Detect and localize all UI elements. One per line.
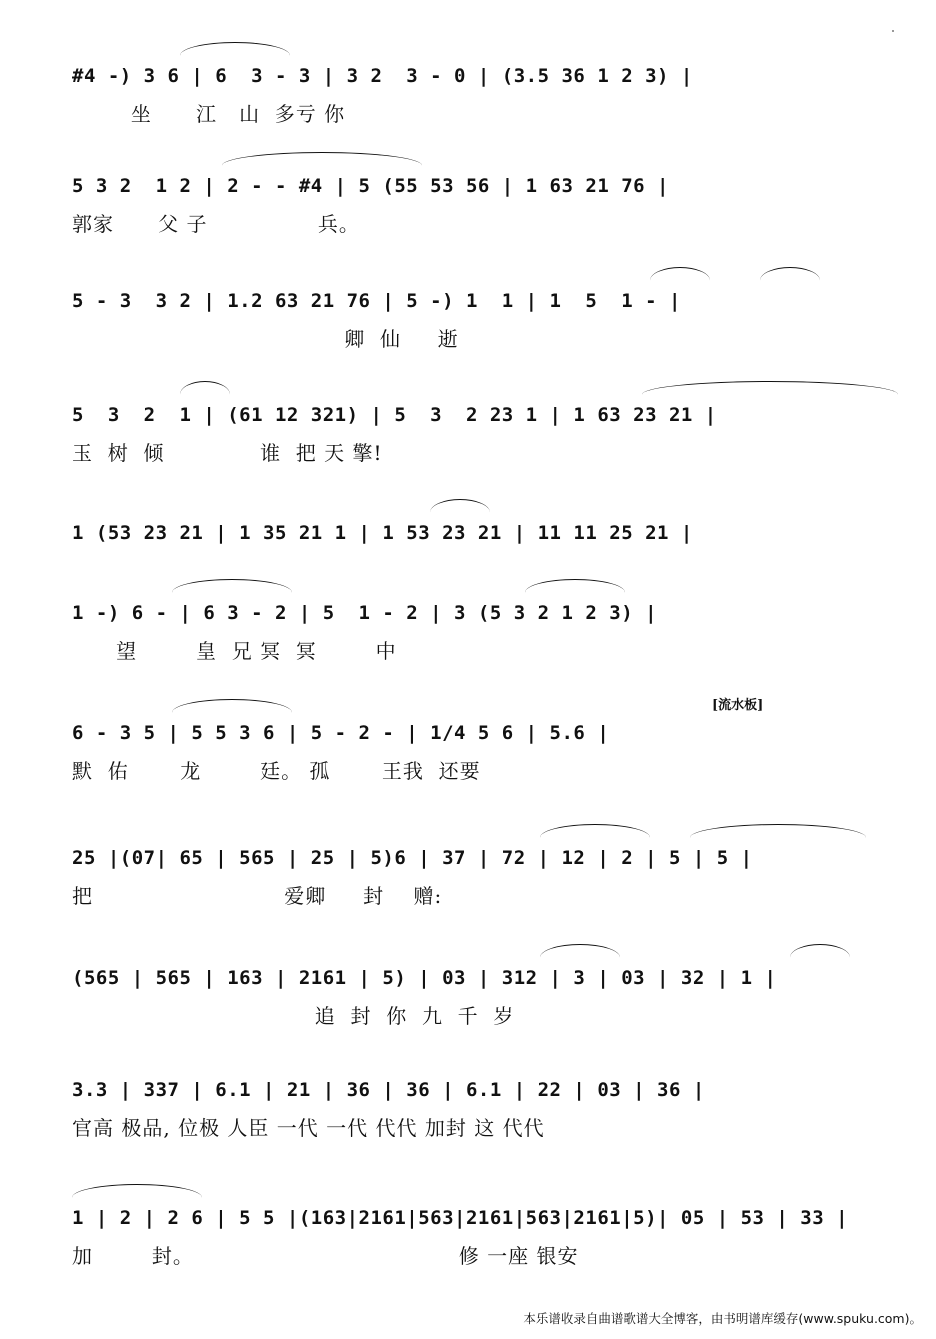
lyrics-line: 把 爱卿 封 赠: [72,884,443,908]
notes-line: 25 |(07| 65 | 565 | 25 | 5)6 | 37 | 72 | 12 | 2 | 5 | 5 | [72,847,753,869]
lyrics-line: 坐 江 山 多亏 你 [72,102,346,126]
lyrics-line: 加 封。 修 一座 银安 [72,1244,579,1268]
lyrics-line: 官高 极品, 位极 人臣 一代 一代 代代 加封 这 代代 [72,1116,545,1140]
notes-line: 3.3 | 337 | 6.1 | 21 | 36 | 36 | 6.1 | 22 | 03 | 36 | [72,1079,705,1101]
notes-line: 5 - 3 3 2 | 1.2 63 21 76 | 5 -) 1 1 | 1 5 1 - | [72,290,681,312]
lyrics-line: 郭家 父 子 兵。 [72,212,360,236]
scan-dot [892,30,894,32]
lyrics-line: 追 封 你 九 千 岁 [72,1004,515,1028]
system-9 [0,958,936,1078]
source-footer: 本乐谱收录自曲谱歌谱大全博客，由书明谱库缓存(www.spuku.com)。 [523,1311,922,1326]
section-tag: [流水板] [712,698,764,713]
system-11 [0,1198,936,1318]
system-7 [0,713,936,833]
notes-line: (565 | 565 | 163 | 2161 | 5) | 03 | 312 | 3 | 03 | 32 | 1 | [72,967,777,989]
notes-line: 5 3 2 1 | (61 12 321) | 5 3 2 23 1 | 1 63 23 21 | [72,404,717,426]
notes-line: 1 -) 6 - | 6 3 - 2 | 5 1 - 2 | 3 (5 3 2 1 2 3) | [72,602,658,624]
system-4 [0,395,936,515]
notes-line: #4 -) 3 6 | 6 3 - 3 | 3 2 3 - 0 | (3.5 36 1 2 3) | [72,65,693,87]
lyrics-line: 默 佑 龙 廷。 孤 王我 还要 [72,759,481,783]
system-10 [0,1070,936,1190]
notes-line: 1 (53 23 21 | 1 35 21 1 | 1 53 23 21 | 11 11 25 21 | [72,522,693,544]
system-1 [0,56,936,176]
notes-line: 1 | 2 | 2 6 | 5 5 |(163|2161|563|2161|563|2161|5)| 05 | 53 | 33 | [72,1207,849,1229]
system-6 [0,593,936,713]
lyrics-line: 玉 树 倾 谁 把 天 擎! [72,441,383,465]
lyrics-line: 卿 仙 逝 [72,327,459,351]
notes-line: 5 3 2 1 2 | 2 - - #4 | 5 (55 53 56 | 1 63 21 76 | [72,175,669,197]
notes-line: 6 - 3 5 | 5 5 3 6 | 5 - 2 - | 1/4 5 6 | 5.6 | [72,722,610,744]
system-8 [0,838,936,958]
lyrics-line: 望 皇 兄 冥 冥 中 [72,639,397,663]
